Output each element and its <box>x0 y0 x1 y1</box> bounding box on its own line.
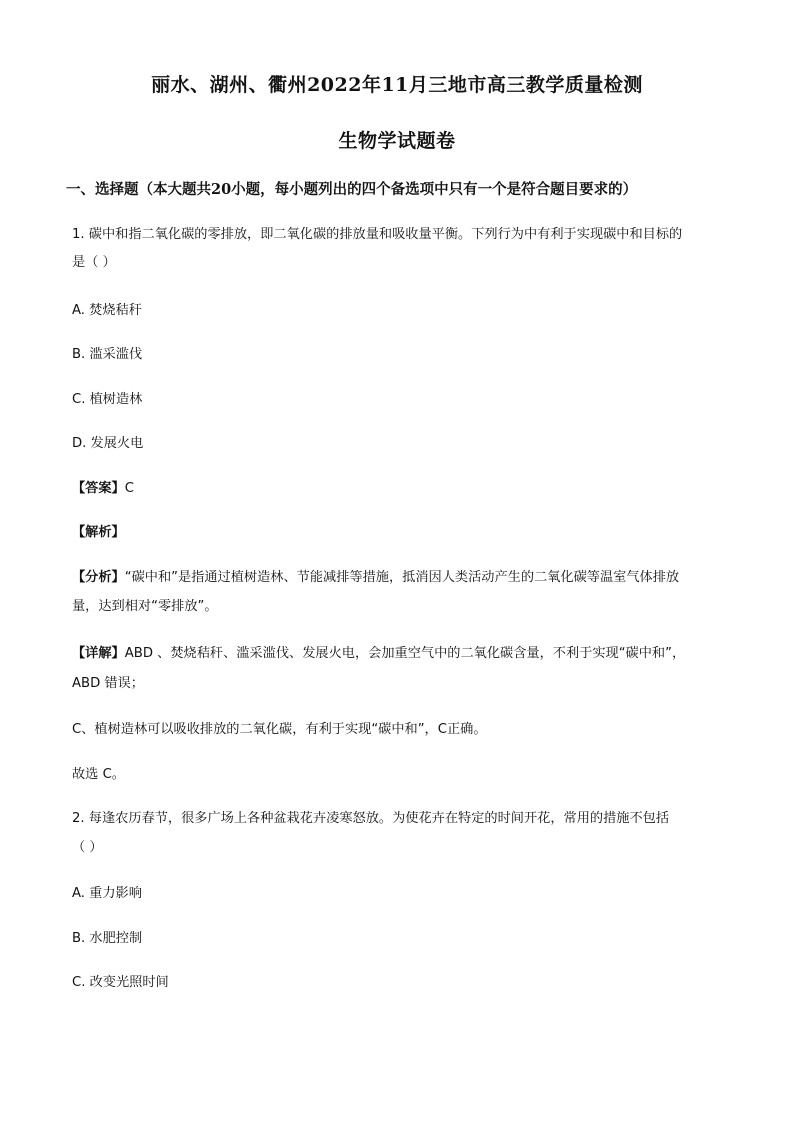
detail-text-1: ABD 、焚烧秸秆、滥采滥伐、发展火电，会加重空气中的二氧化碳含量，不利于实现“碳中和”， <box>124 646 686 661</box>
analysis-subtag: 【分析】 <box>72 570 125 585</box>
question-1-detail-line-2: ABD 错误； <box>72 676 144 691</box>
analysis-text-1: “碳中和”是指通过植树造林、节能减排等措施，抵消因人类活动产生的二氧化碳等温室气体排放 <box>124 570 680 585</box>
question-2-stem-line-2: （ ） <box>72 840 103 855</box>
question-1-option-c: C. 植树造林 <box>72 392 143 407</box>
analysis-tag: 【解析】 <box>72 525 125 540</box>
answer-value: C <box>124 481 134 496</box>
question-1-analysis-line-2: 量，达到相对“零排放”。 <box>72 599 218 614</box>
detail-tag: 【详解】 <box>72 646 125 661</box>
question-2-stem-line-1: 2. 每逢农历春节，很多广场上各种盆栽花卉凌寒怒放。为使花卉在特定的时间开花，常用的措施不包括 <box>72 811 670 826</box>
question-1-option-d: D. 发展火电 <box>72 436 144 451</box>
question-1-answer <box>72 477 134 496</box>
question-1-analysis-heading <box>72 521 125 540</box>
question-1-analysis-line-1 <box>72 566 679 585</box>
question-2-option-a: A. 重力影响 <box>72 886 142 901</box>
question-1-stem-line-1: 1. 碳中和指二氧化碳的零排放，即二氧化碳的排放量和吸收量平衡。下列行为中有利于实现碳中和目标的 <box>72 227 683 242</box>
question-1-conclusion: 故选 C。 <box>72 767 125 782</box>
question-1-stem-line-2: 是（ ） <box>72 255 116 270</box>
answer-tag: 【答案】 <box>72 481 125 496</box>
question-2-option-c: C. 改变光照时间 <box>72 975 169 990</box>
question-1-detail-line-3: C、植树造林可以吸收排放的二氧化碳，有利于实现“碳中和”，C正确。 <box>72 722 487 737</box>
section-heading: 一、选择题（本大题共20小题，每小题列出的四个备选项中只有一个是符合题目要求的） <box>66 181 638 198</box>
question-2-option-b: B. 水肥控制 <box>72 931 143 946</box>
question-1-option-b: B. 滥采滥伐 <box>72 347 143 362</box>
question-1-option-a: A. 焚烧秸秆 <box>72 303 142 318</box>
page-title: 丽水、湖州、衢州2022年11月三地市高三教学质量检测 <box>151 74 643 96</box>
page-subtitle: 生物学试题卷 <box>338 130 456 152</box>
question-1-detail-line-1 <box>72 642 685 661</box>
